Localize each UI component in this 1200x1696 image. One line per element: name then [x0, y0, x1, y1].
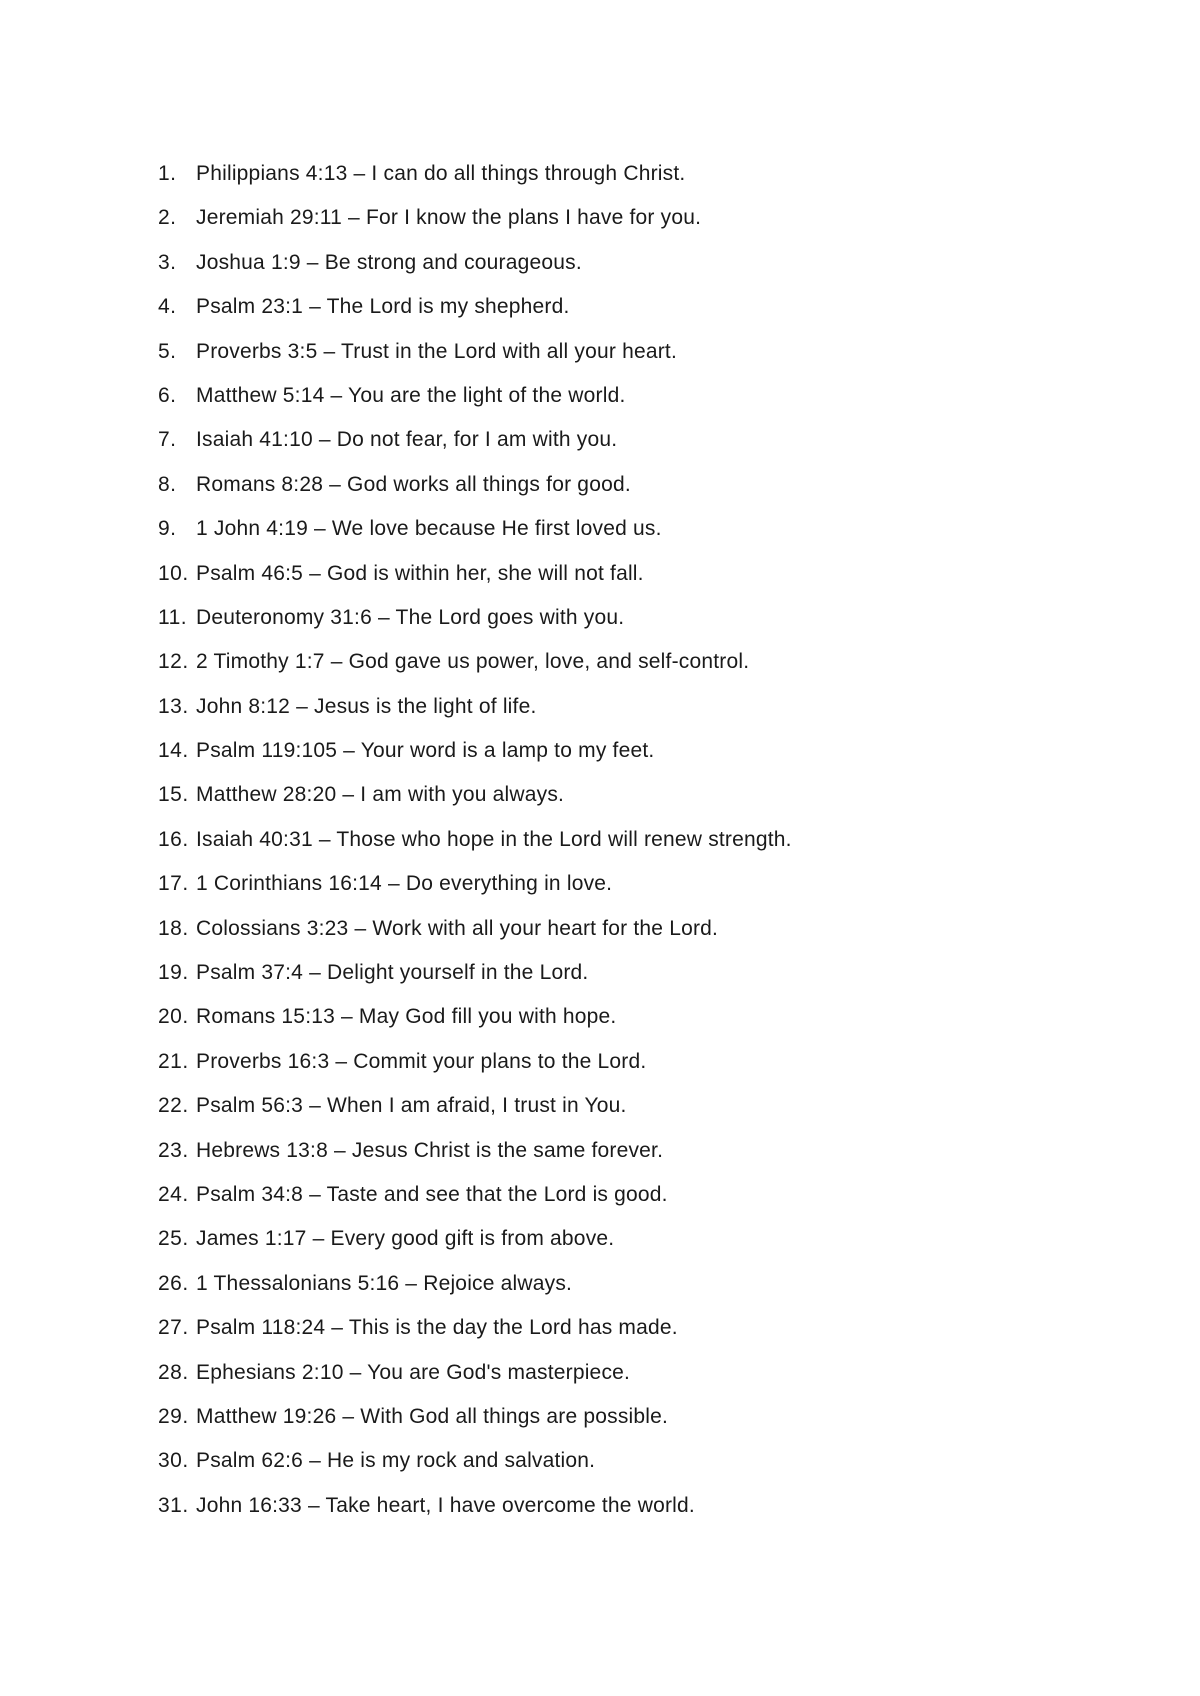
item-text: John 8:12 – Jesus is the light of life.	[196, 694, 537, 718]
item-number: 28.	[158, 1360, 189, 1384]
item-text: Ephesians 2:10 – You are God's masterpiece.	[196, 1360, 631, 1384]
item-text: 1 Thessalonians 5:16 – Rejoice always.	[196, 1271, 573, 1295]
item-text: James 1:17 – Every good gift is from above.	[196, 1227, 615, 1251]
item-text: Proverbs 3:5 – Trust in the Lord with all your heart.	[196, 339, 677, 363]
list-item	[158, 560, 792, 604]
item-number: 5.	[158, 339, 177, 363]
list-item	[158, 959, 792, 1003]
list-item	[158, 249, 792, 293]
list-item	[158, 160, 792, 204]
item-text: Matthew 5:14 – You are the light of the world.	[196, 383, 626, 407]
item-number: 30.	[158, 1449, 189, 1473]
list-item	[158, 737, 792, 781]
item-number: 31.	[158, 1493, 189, 1517]
item-text: John 16:33 – Take heart, I have overcome the world.	[196, 1493, 695, 1517]
item-number: 20.	[158, 1005, 189, 1029]
item-number: 8.	[158, 472, 177, 496]
list-item	[158, 1492, 792, 1536]
item-number: 25.	[158, 1227, 189, 1251]
list-item	[158, 826, 792, 870]
item-text: Psalm 46:5 – God is within her, she will not fall.	[196, 561, 644, 585]
list-item	[158, 1270, 792, 1314]
list-item	[158, 1181, 792, 1225]
item-text: Psalm 23:1 – The Lord is my shepherd.	[196, 295, 570, 319]
item-number: 9.	[158, 517, 177, 541]
list-item	[158, 604, 792, 648]
item-number: 13.	[158, 694, 189, 718]
item-text: Psalm 119:105 – Your word is a lamp to my feet.	[196, 739, 655, 763]
item-number: 16.	[158, 827, 189, 851]
item-text: Isaiah 41:10 – Do not fear, for I am with you.	[196, 428, 618, 452]
list-item	[158, 293, 792, 337]
item-number: 3.	[158, 250, 177, 274]
item-number: 11.	[158, 605, 188, 629]
item-text: 1 Corinthians 16:14 – Do everything in love.	[196, 872, 613, 896]
list-item	[158, 1092, 792, 1136]
item-text: Isaiah 40:31 – Those who hope in the Lord will renew strength.	[196, 827, 792, 851]
item-number: 21.	[158, 1049, 189, 1073]
item-text: Hebrews 13:8 – Jesus Christ is the same forever.	[196, 1138, 664, 1162]
item-number: 23.	[158, 1138, 189, 1162]
item-number: 12.	[158, 650, 189, 674]
item-text: Jeremiah 29:11 – For I know the plans I have for you.	[196, 206, 702, 230]
list-item	[158, 1048, 792, 1092]
list-item	[158, 338, 792, 382]
verse-list	[158, 160, 792, 1536]
list-item	[158, 515, 792, 559]
item-number: 7.	[158, 428, 177, 452]
item-number: 4.	[158, 295, 177, 319]
item-number: 14.	[158, 739, 189, 763]
list-item	[158, 1003, 792, 1047]
item-text: 1 John 4:19 – We love because He first loved us.	[196, 517, 662, 541]
item-text: Proverbs 16:3 – Commit your plans to the Lord.	[196, 1049, 647, 1073]
item-text: Psalm 118:24 – This is the day the Lord has made.	[196, 1316, 678, 1340]
item-number: 18.	[158, 916, 189, 940]
list-item	[158, 426, 792, 470]
list-item	[158, 915, 792, 959]
item-number: 15.	[158, 783, 189, 807]
item-number: 1.	[158, 162, 177, 185]
item-text: Deuteronomy 31:6 – The Lord goes with you.	[196, 605, 625, 629]
list-item	[158, 204, 792, 248]
item-text: Philippians 4:13 – I can do all things through Christ.	[196, 162, 686, 185]
list-item	[158, 1314, 792, 1358]
list-item	[158, 1403, 792, 1447]
list-item	[158, 648, 792, 692]
item-text: Romans 8:28 – God works all things for good.	[196, 472, 631, 496]
item-number: 24.	[158, 1182, 189, 1206]
list-item	[158, 781, 792, 825]
item-number: 19.	[158, 961, 189, 985]
list-item	[158, 1359, 792, 1403]
item-text: Romans 15:13 – May God fill you with hope.	[196, 1005, 617, 1029]
item-text: Psalm 34:8 – Taste and see that the Lord is good.	[196, 1182, 668, 1206]
list-item	[158, 693, 792, 737]
item-number: 6.	[158, 383, 177, 407]
item-number: 10.	[158, 561, 189, 585]
item-text: Matthew 28:20 – I am with you always.	[196, 783, 565, 807]
item-text: Colossians 3:23 – Work with all your heart for the Lord.	[196, 916, 719, 940]
item-text: Psalm 56:3 – When I am afraid, I trust in You.	[196, 1094, 627, 1118]
item-text: Psalm 62:6 – He is my rock and salvation.	[196, 1449, 596, 1473]
item-text: Matthew 19:26 – With God all things are possible.	[196, 1404, 669, 1428]
item-text: Psalm 37:4 – Delight yourself in the Lord.	[196, 961, 589, 985]
item-number: 17.	[158, 872, 189, 896]
item-text: 2 Timothy 1:7 – God gave us power, love, and self-control.	[196, 650, 750, 674]
list-item	[158, 382, 792, 426]
list-item	[158, 1225, 792, 1269]
list-item	[158, 1447, 792, 1491]
item-text: Joshua 1:9 – Be strong and courageous.	[196, 250, 582, 274]
list-item	[158, 1137, 792, 1181]
list-item	[158, 870, 792, 914]
item-number: 27.	[158, 1316, 189, 1340]
list-item	[158, 471, 792, 515]
item-number: 2.	[158, 206, 177, 230]
item-number: 29.	[158, 1404, 189, 1428]
item-number: 26.	[158, 1271, 189, 1295]
item-number: 22.	[158, 1094, 189, 1118]
